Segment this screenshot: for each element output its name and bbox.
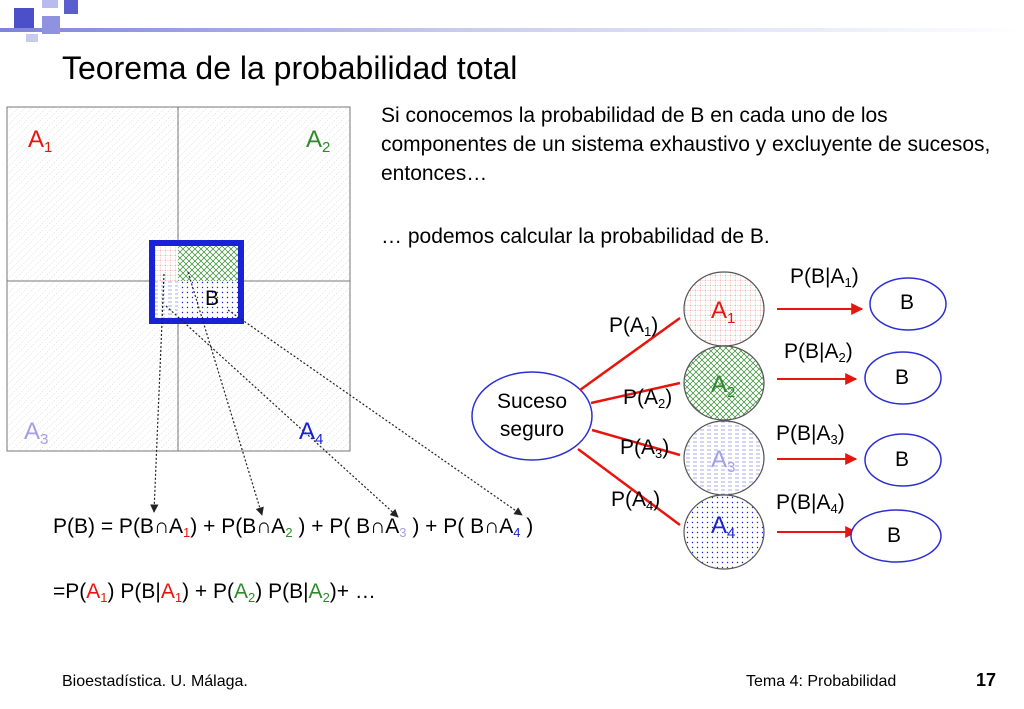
b-node-4-label: B (887, 524, 902, 547)
prob-a1: $P(A_1)$ (609, 314, 659, 339)
label-a2: $A_2$ (306, 126, 331, 156)
prob-a2: $P(A_2)$ (623, 386, 673, 411)
page-number: 17 (976, 670, 997, 690)
prob-b-given-a1: $P(B|A_1)$ (790, 265, 859, 290)
a1-node-label: $A_1$ (711, 297, 736, 327)
a2-node-label: $A_2$ (711, 371, 736, 401)
prob-b-given-a3: $P(B|A_3)$ (776, 422, 845, 447)
a4-node-label: $A_4$ (711, 512, 736, 542)
label-a4: $A_4$ (299, 418, 324, 448)
total-probability-formula: $P(B) = P(B\cap A_1)$ + $P(B\cap A_2$ ) + P( $B\cap A_3$ ) + P( $B\cap A_4$ ) (53, 515, 534, 540)
prob-b-given-a2: $P(B|A_2)$ (784, 340, 853, 365)
intro-text: Si conocemos la probabilidad de B en cada uno de los componentes de un sistema exhaustivo y excluyente de sucesos, entonces… (381, 104, 991, 185)
footer-right: Tema 4: Probabilidad (746, 673, 897, 690)
sure-event-label: Suceso seguro (496, 390, 568, 441)
b-node-2-label: B (895, 366, 910, 389)
conclusion-text: … podemos calcular la probabilidad de B. (381, 225, 770, 248)
prob-a3: $P(A_3)$ (620, 436, 670, 461)
a3-node-label: $A_3$ (711, 446, 736, 476)
b-node-3-label: B (895, 448, 910, 471)
b-intersect-a1 (152, 243, 178, 281)
b-intersect-a2 (178, 243, 241, 281)
prob-a4: $P(A_4)$ (611, 488, 661, 513)
prob-b-given-a4: $P(B|A_4)$ (776, 491, 845, 516)
b-intersect-a3 (152, 281, 178, 321)
expanded-formula: $=P(A_1) P(B|A_1) + P(A_2)$ $P(B|A_2)+$ … (53, 580, 376, 605)
footer-left: Bioestadística. U. Málaga. (62, 673, 248, 690)
b-node-1-label: B (900, 291, 915, 314)
label-a3: $A_3$ (24, 418, 49, 448)
label-b: B (205, 287, 220, 310)
slide-title: Teorema de la probabilidad total (62, 50, 518, 86)
label-a1: $A_1$ (28, 126, 53, 156)
